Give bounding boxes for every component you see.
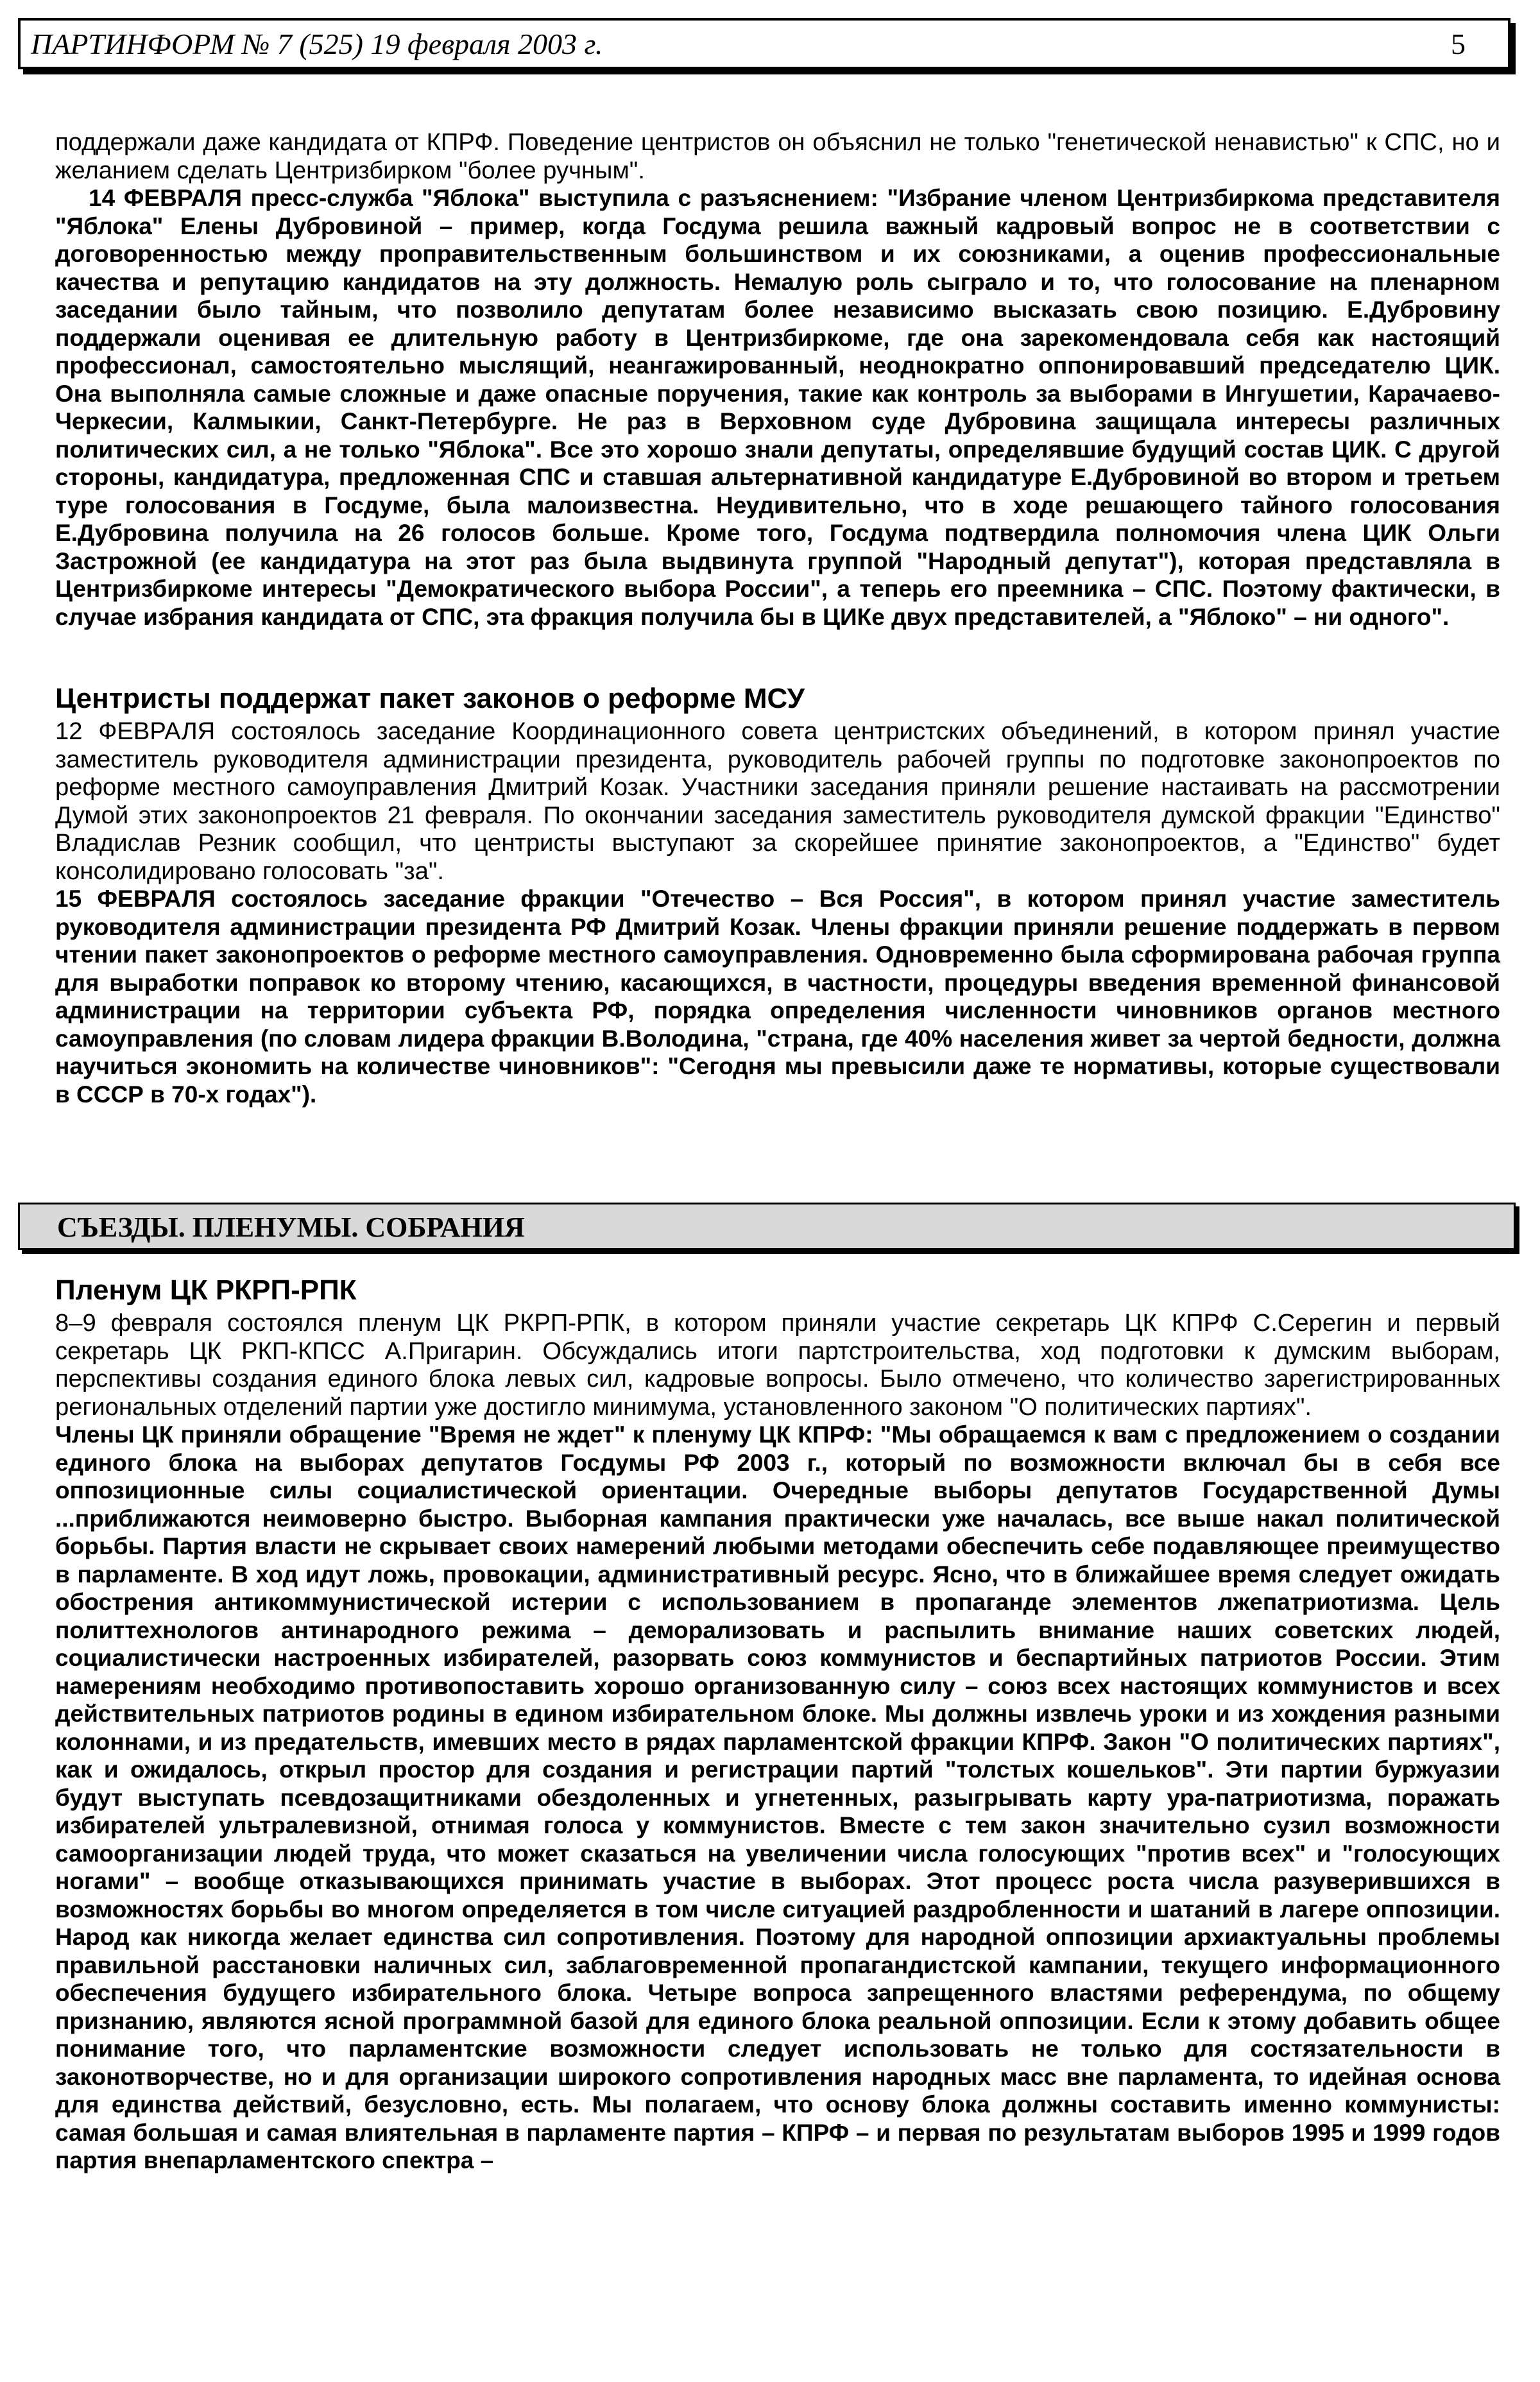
section-bar [18,1203,1516,1250]
article-block-3 [55,1274,1500,2175]
paragraph: 8–9 февраля состоялся пленум ЦК РКРП-РПК, в котором приняли участие секретарь ЦК КПРФ С.Серегин и первый секретарь ЦК РКП-КПСС А.Пригарин. Обсуждались итоги партстроительства, ход подготовки к думским выборам, перспективы создания единого блока левых сил, кадровые вопросы. Было отмечено, что количество зарегистрированных региональных отделений партии уже достигло минимума, установленного законом "О политических партиях". [55,1309,1500,1421]
paragraph: поддержали даже кандидата от КПРФ. Поведение центристов он объяснил не только "генетической ненавистью" к СПС, но и желанием сделать Центризбирком "более ручным". [55,128,1500,184]
paragraph-body: пресс-служба "Яблока" выступила с разъяснением: "Избрание членом Центризбиркома представителя "Яблока" Елены Дубровиной – пример, когда Госдума решила важный кадровый вопрос не в соответствии с договоренностью между проправительственным большинством и их союзниками, а оценив профессиональные качества и репутацию кандидатов на эту должность. Немалую роль сыграло и то, что голосование на пленарном заседании было тайным, что позволило депутатам более независимо высказать свою позицию. Е.Дубровину поддержали оценивая ее длительную работу в Центризбиркоме, где она зарекомендовала себя как настоящий профессионал, самостоятельно мыслящий, неангажированный, неоднократно оппонировавший председателю ЦИК. Она выполняла самые сложные и даже опасные поручения, такие как контроль за выборами в Ингушетии, Карачаево-Черкесии, Калмыкии, Санкт-Петербурге. Не раз в Верховном суде Дубровина защищала интересы различных политических сил, а не только "Яблока". Все это хорошо знали депутаты, определявшие будущий состав ЦИК. С другой стороны, кандидатура, предложенная СПС и ставшая альтернативной кандидатуре Е.Дубровиной во втором и третьем туре голосования в Госдуме, была малоизвестна. Неудивительно, что в ходе решающего тайного голосования Е.Дубровина получила на 26 голосов больше. Кроме того, Госдума подтвердила полномочия члена ЦИК Ольги Застрожной (ее кандидатура на этот раз была выдвинута группой "Народный депутат"), которая представляла в Центризбиркоме интересы "Демократического выбора России", а теперь его преемника – СПС. Поэтому фактически, в случае избрания кандидата от СПС, эта фракция получила бы в ЦИКе двух представителей, а "Яблоко" – ни одного". [55,185,1500,630]
section-title: СЪЕЗДЫ. ПЛЕНУМЫ. СОБРАНИЯ [57,1212,525,1243]
paragraph: 12 ФЕВРАЛЯ состоялось заседание Координационного совета центристских объединений, в котором принял участие заместитель руководителя администрации президента, руководитель рабочей группы по подготовке законопроектов по реформе местного самоуправления Дмитрий Козак. Участники заседания приняли решение настаивать на рассмотрении Думой этих законопроектов 21 февраля. По окончании заседания заместитель руководителя думской фракции "Единство" Владислав Резник сообщил, что центристы выступают за скорейшее принятие законопроектов, а "Единство" будет консолидировано голосовать "за". [55,717,1500,885]
paragraph-bold: 15 ФЕВРАЛЯ состоялось заседание фракции "Отечество – Вся Россия", в котором принял участие заместитель руководителя администрации президента РФ Дмитрий Козак. Члены фракции приняли решение поддержать в первом чтении пакет законопроектов о реформе местного самоуправления. Одновременно была сформирована рабочая группа для выработки поправок ко второму чтению, касающихся, в частности, процедуры введения временной финансовой администрации на территории субъекта РФ, порядка определения численности чиновников органов местного самоуправления (по словам лидера фракции В.Володина, "страна, где 40% населения живет за чертой бедности, должна научиться экономить на количестве чиновников": "Сегодня мы превысили даже те нормативы, которые существовали в СССР в 70-х годах"). [55,886,1500,1108]
article-heading: Пленум ЦК РКРП-РПК [55,1274,357,1306]
page-header [18,18,1510,69]
article-block-1 [55,128,1500,631]
article-block-2 [55,683,1500,1108]
page-number: 5 [1451,28,1466,60]
header-title: ПАРТИНФОРМ № 7 (525) 19 февраля 2003 г. [31,28,603,60]
date-lead: 14 ФЕВРАЛЯ [89,185,242,211]
paragraph-bold [55,184,1500,631]
paragraph-bold: Члены ЦК приняли обращение "Время не ждет" к пленуму ЦК КПРФ: "Мы обращаемся к вам с предложением о создании единого блока на выборах депутатов Госдумы РФ 2003 г., который по возможности включал бы в себя все оппозиционные силы социалистической ориентации. Очередные выборы депутатов Государственной Думы ...приближаются неимоверно быстро. Выборная кампания практически уже началась, все выше накал политической борьбы. Партия власти не скрывает своих намерений любыми методами обеспечить себе подавляющее преимущество в парламенте. В ход идут ложь, провокации, административный ресурс. Ясно, что в ближайшее время следует ожидать обострения антикоммунистической истерии с использованием в пропаганде элементов лжепатриотизма. Цель политтехнологов антинародного режима – деморализовать и распылить внимание наших советских людей, социалистически настроенных избирателей, разорвать союз коммунистов и беспартийных патриотов России. Этим намерениям необходимо противопоставить хорошо организованную силу – союз всех настоящих коммунистов и всех действительных патриотов родины в едином избирательном блоке. Мы должны извлечь уроки и из хождения разными колоннами, и из предательств, имевших место в рядах парламентской фракции КПРФ. Закон "О политических партиях", как и ожидалось, открыл простор для создания и регистрации партий "толстых кошельков". Эти партии буржуазии будут выступать псевдозащитниками обездоленных и угнетенных, разыгрывать карту ура-патриотизма, поражать избирателей ультралевизной, отнимая голоса у коммунистов. Вместе с тем закон значительно сузил возможности самоорганизации людей труда, что может сказаться на увеличении числа голосующих "против всех" и "голосующих ногами" – вообще отказывающихся принимать участие в выборах. Этот процесс роста числа разуверившихся в возможностях борьбы во многом определяется в том числе ситуацией раздробленности и шатаний в лагере оппозиции. Народ как никогда желает единства сил сопротивления. Поэтому для народной оппозиции архиактуальны проблемы правильной расстановки наличных сил, заблаговременной пропагандистской кампании, текущего информационного обеспечения будущего избирательного блока. Четыре вопроса запрещенного властями референдума, по общему признанию, являются ясной программной базой для единого блока реальной оппозиции. Если к этому добавить общее понимание того, что парламентские возможности следует использовать не только для состязательности в законотворчестве, но и для организации широкого сопротивления народных масс вне парламента, то идейная основа для единства действий, безусловно, есть. Мы полагаем, что основу блока должны составить именно коммунисты: самая большая и самая влиятельная в парламенте партия – КПРФ – и первая по результатам выборов 1995 и 1999 годов партия внепарламентского спектра – [55,1421,1500,2173]
article-heading: Центристы поддержат пакет законов о реформе МСУ [55,683,805,714]
